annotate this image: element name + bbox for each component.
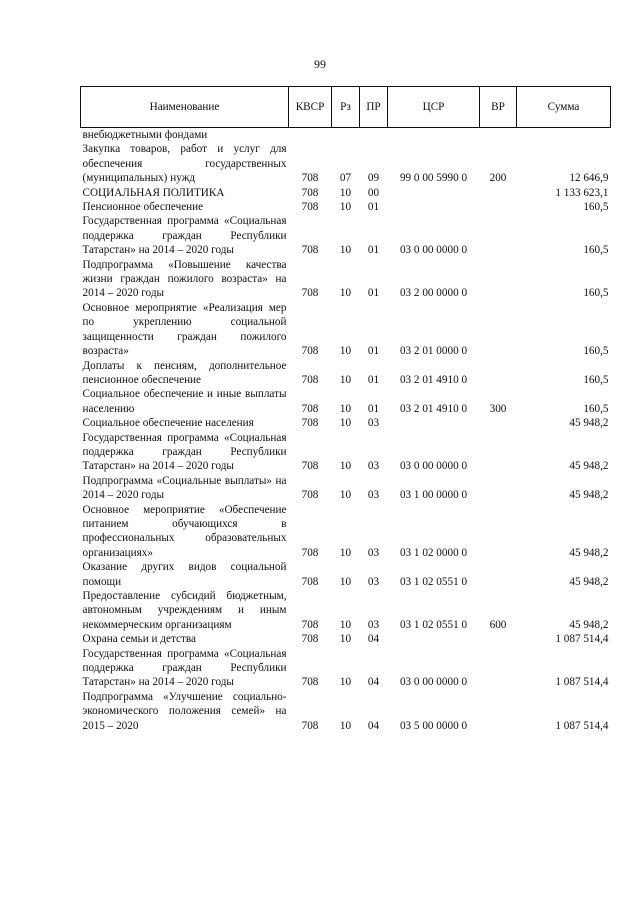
cell-vr (480, 647, 517, 690)
table-row (81, 200, 611, 214)
cell-name: Социальное обеспечение населения (82, 417, 254, 430)
cell-sum (517, 128, 611, 143)
cell-pr: 01 (367, 373, 380, 386)
cell-sum: 45 948,2 (569, 575, 609, 588)
cell-pr: 01 (367, 244, 380, 257)
cell-kvsr: 708 (301, 186, 319, 199)
cell-pr: 01 (367, 287, 380, 300)
cell-csr: 03 5 00 0000 0 (399, 719, 468, 732)
cell-rz: 10 (339, 546, 352, 559)
cell-pr: 04 (367, 676, 380, 689)
cell-name: Государственная программа «Социальная поддержка граждан Республики Татарстан» на 2014 – 2020 годы (82, 431, 287, 473)
cell-sum: 1 087 514,4 (555, 719, 609, 732)
cell-csr: 03 2 00 0000 0 (399, 287, 468, 300)
cell-csr: 03 2 01 0000 0 (399, 345, 468, 358)
cell-name: Подпрограмма «Социальные выплаты» на 2014 – 2020 годы (82, 474, 287, 502)
budget-table (80, 86, 611, 733)
cell-name: внебюджетными фондами (82, 129, 208, 141)
cell-vr (480, 503, 517, 561)
cell-csr: 03 0 00 0000 0 (399, 460, 468, 473)
table-row (81, 647, 611, 690)
cell-kvsr: 708 (301, 676, 319, 689)
cell-kvsr: 708 (301, 201, 319, 214)
cell-name: Пенсионное обеспечение (82, 201, 204, 214)
cell-sum: 1 087 514,4 (555, 676, 609, 689)
cell-sum: 12 646,9 (569, 172, 609, 185)
table-row (81, 474, 611, 503)
cell-rz: 10 (339, 186, 352, 199)
cell-sum: 45 948,2 (569, 489, 609, 502)
cell-rz: 10 (339, 373, 352, 386)
cell-pr: 04 (367, 633, 380, 646)
cell-pr: 03 (367, 489, 380, 502)
cell-kvsr: 708 (301, 546, 319, 559)
cell-csr: 03 1 02 0551 0 (399, 618, 468, 631)
cell-rz: 10 (339, 633, 352, 646)
cell-sum: 45 948,2 (569, 546, 609, 559)
cell-name: Охрана семьи и детства (82, 633, 196, 646)
cell-pr (360, 128, 388, 143)
header-csr: ЦСР (388, 87, 480, 128)
table-row (81, 301, 611, 359)
cell-kvsr: 708 (301, 373, 319, 386)
cell-vr: 200 (489, 172, 507, 185)
cell-sum: 160,5 (583, 373, 609, 386)
cell-vr (480, 359, 517, 388)
cell-name: Социальное обеспечение и иные выплаты населению (82, 388, 287, 415)
cell-rz: 10 (339, 201, 352, 214)
cell-rz: 10 (339, 244, 352, 257)
cell-name: Подпрограмма «Повышение качества жизни граждан пожилого возраста» на 2014 – 2020 годы (82, 258, 287, 300)
cell-vr (480, 258, 517, 301)
cell-vr (480, 416, 517, 430)
cell-csr (388, 186, 480, 200)
cell-vr (480, 690, 517, 733)
cell-vr (480, 214, 517, 257)
cell-name: Доплаты к пенсиям, дополнительное пенсионное обеспечение (82, 359, 287, 386)
cell-vr (480, 560, 517, 589)
cell-name: Государственная программа «Социальная поддержка граждан Республики Татарстан» на 2014 – 2020 годы (82, 647, 287, 689)
cell-vr (480, 128, 517, 143)
cell-csr: 03 1 00 0000 0 (399, 489, 468, 502)
cell-vr (480, 186, 517, 200)
page-number: 99 (314, 57, 326, 71)
cell-rz: 10 (339, 345, 352, 358)
table-row (81, 214, 611, 257)
cell-pr: 03 (367, 460, 380, 473)
cell-pr: 03 (367, 618, 380, 631)
cell-csr (388, 200, 480, 214)
cell-kvsr: 708 (301, 244, 319, 257)
cell-kvsr: 708 (301, 345, 319, 358)
cell-kvsr: 708 (301, 489, 319, 502)
cell-kvsr: 708 (301, 575, 319, 588)
cell-csr: 03 0 00 0000 0 (399, 676, 468, 689)
table-body (81, 128, 611, 734)
cell-vr: 600 (489, 618, 507, 631)
table-row (81, 128, 611, 143)
cell-pr: 03 (367, 575, 380, 588)
table-row (81, 690, 611, 733)
table-row (81, 632, 611, 646)
cell-kvsr: 708 (301, 172, 319, 185)
cell-pr: 01 (367, 201, 380, 214)
cell-pr: 09 (367, 172, 380, 185)
table-row (81, 560, 611, 589)
cell-rz: 10 (339, 719, 352, 732)
cell-sum: 1 133 623,1 (555, 186, 609, 199)
table-row (81, 431, 611, 474)
cell-rz: 10 (339, 676, 352, 689)
cell-name: Основное мероприятие «Обеспечение питанием обучающихся в профессиональных образовательных организациях» (82, 503, 287, 559)
cell-vr (480, 200, 517, 214)
cell-csr: 03 2 01 4910 0 (399, 373, 468, 386)
cell-csr: 99 0 00 5990 0 (399, 172, 468, 185)
cell-rz: 10 (339, 575, 352, 588)
header-pr: ПР (360, 87, 388, 128)
cell-kvsr (289, 128, 332, 143)
cell-kvsr: 708 (301, 719, 319, 732)
cell-vr (480, 431, 517, 474)
cell-csr (388, 128, 480, 143)
cell-rz (332, 128, 360, 143)
cell-sum: 160,5 (583, 287, 609, 300)
table-row (81, 589, 611, 632)
cell-rz: 10 (339, 287, 352, 300)
cell-csr (388, 632, 480, 646)
cell-csr: 03 1 02 0000 0 (399, 546, 468, 559)
cell-rz: 10 (339, 618, 352, 631)
cell-csr: 03 1 02 0551 0 (399, 575, 468, 588)
table-row (81, 416, 611, 430)
cell-kvsr: 708 (301, 287, 319, 300)
cell-pr: 03 (367, 546, 380, 559)
cell-pr: 04 (367, 719, 380, 732)
header-rz: Рз (332, 87, 360, 128)
table-row (81, 186, 611, 200)
cell-rz: 10 (339, 402, 352, 415)
cell-kvsr: 708 (301, 460, 319, 473)
cell-vr (480, 632, 517, 646)
cell-sum: 45 948,2 (569, 618, 609, 631)
cell-sum: 160,5 (583, 402, 609, 415)
cell-name: Подпрограмма «Улучшение социально-экономического положения семей» на 2015 – 2020 (82, 690, 287, 732)
cell-name: Государственная программа «Социальная поддержка граждан Республики Татарстан» на 2014 – 2020 годы (82, 215, 287, 257)
cell-kvsr: 708 (301, 402, 319, 415)
cell-sum: 160,5 (583, 244, 609, 257)
cell-name: Закупка товаров, работ и услуг для обеспечения государственных (муниципальных) нужд (82, 143, 287, 185)
cell-rz: 10 (339, 417, 352, 430)
table-row (81, 503, 611, 561)
table-row (81, 387, 611, 416)
cell-sum: 45 948,2 (569, 460, 609, 473)
cell-sum: 1 087 514,4 (555, 633, 609, 646)
table-row (81, 258, 611, 301)
header-name: Наименование (81, 87, 289, 128)
cell-pr: 03 (367, 417, 380, 430)
cell-kvsr: 708 (301, 618, 319, 631)
table-row (81, 142, 611, 185)
header-sum: Сумма (517, 87, 611, 128)
cell-kvsr: 708 (301, 633, 319, 646)
header-vr: ВР (480, 87, 517, 128)
cell-name: Предоставление субсидий бюджетным, автономным учреждениям и иным некоммерческим организациям (82, 590, 287, 631)
cell-pr: 01 (367, 345, 380, 358)
cell-sum: 160,5 (583, 345, 609, 358)
cell-name: СОЦИАЛЬНАЯ ПОЛИТИКА (82, 186, 225, 199)
cell-pr: 01 (367, 402, 380, 415)
cell-rz: 10 (339, 489, 352, 502)
cell-rz: 10 (339, 460, 352, 473)
header-kvsr: КВСР (289, 87, 332, 128)
cell-rz: 07 (339, 172, 352, 185)
cell-vr: 300 (489, 402, 507, 415)
cell-vr (480, 474, 517, 503)
cell-vr (480, 301, 517, 359)
cell-csr: 03 0 00 0000 0 (399, 244, 468, 257)
table-row (81, 359, 611, 388)
table-header (81, 87, 611, 128)
cell-sum: 45 948,2 (569, 417, 609, 430)
cell-csr (388, 416, 480, 430)
cell-csr: 03 2 01 4910 0 (399, 402, 468, 415)
cell-kvsr: 708 (301, 417, 319, 430)
cell-name: Оказание других видов социальной помощи (82, 561, 287, 588)
cell-name: Основное мероприятие «Реализация мер по укреплению социальной защищенности граждан пожилого возраста» (82, 301, 287, 358)
cell-sum: 160,5 (583, 201, 609, 214)
cell-pr: 00 (367, 186, 380, 199)
